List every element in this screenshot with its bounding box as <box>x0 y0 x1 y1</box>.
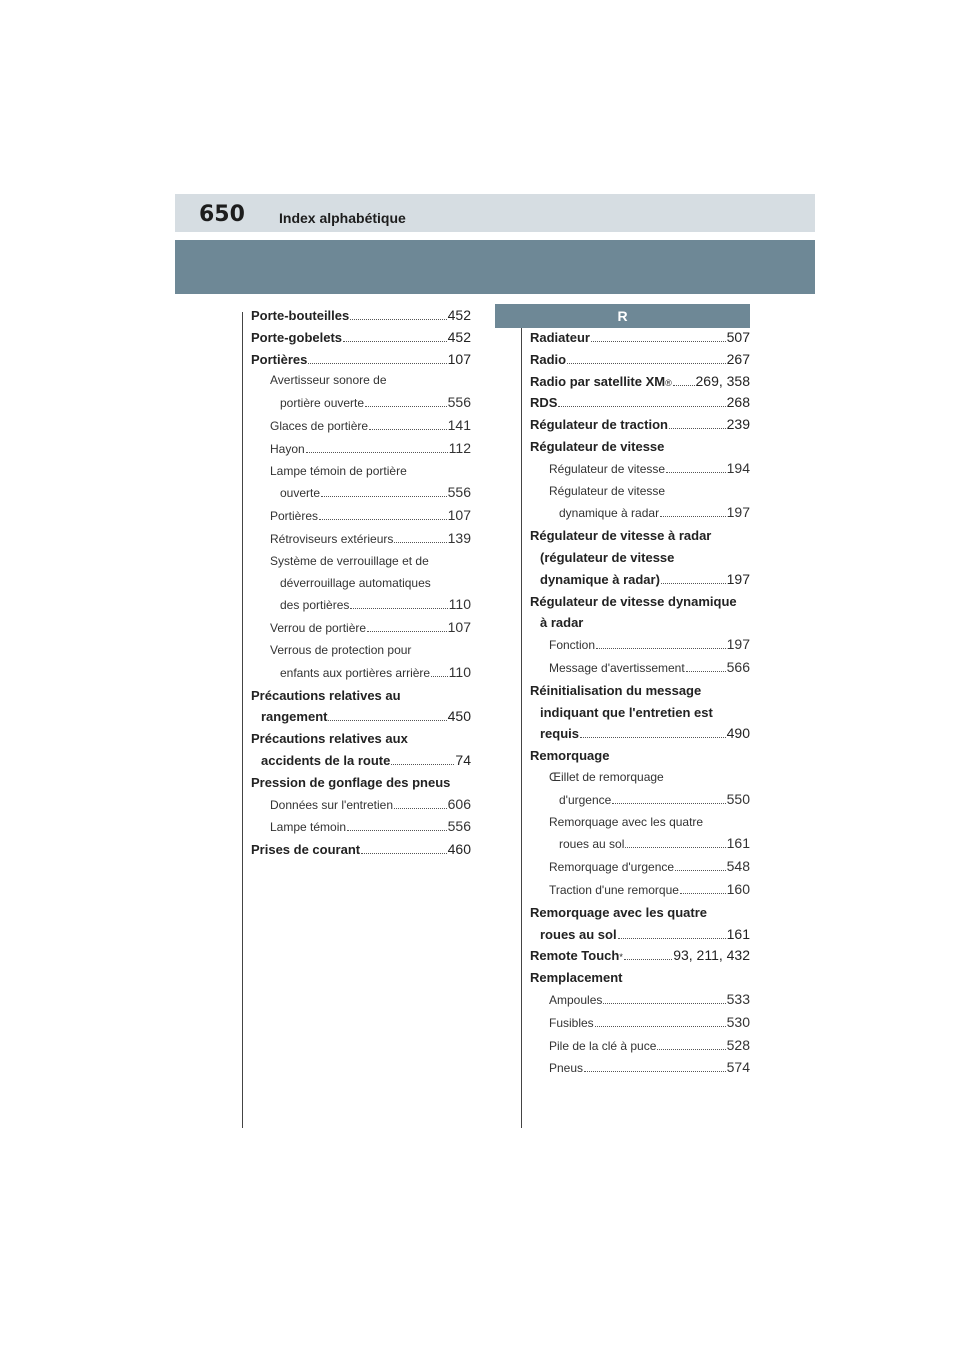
index-entry <box>251 370 471 392</box>
index-entry-label: Remorquage avec les quatre <box>549 814 704 829</box>
index-entry <box>251 706 471 728</box>
index-entry <box>251 594 471 617</box>
index-entry-label: Lampe témoin de portière <box>270 463 407 478</box>
index-entry-label: Prises de courant <box>251 842 361 858</box>
index-entry-page: 556 <box>447 818 471 835</box>
index-entry <box>530 767 750 789</box>
index-entry <box>530 1012 750 1035</box>
index-entry <box>530 680 750 702</box>
index-entry-page: 197 <box>726 570 750 587</box>
dot-leader <box>661 583 726 584</box>
index-entry-label: des portières <box>280 598 350 613</box>
index-entry-page: 460 <box>447 841 471 858</box>
index-entry-page: 161 <box>726 925 750 942</box>
index-entry-label: d'urgence <box>559 792 612 807</box>
index-entry-label: Portières <box>251 351 308 367</box>
index-entry <box>530 591 750 613</box>
index-entry-label: Verrou de portière <box>270 621 367 636</box>
index-entry <box>530 879 750 902</box>
index-entry <box>530 989 750 1012</box>
index-entry: Radio par satellite XM ® 269, 358 <box>530 371 750 393</box>
dot-leader <box>367 631 447 632</box>
dot-leader <box>319 519 447 520</box>
index-entry-label: Remorquage avec les quatre <box>530 904 708 920</box>
section-letter: R <box>495 304 750 328</box>
index-entry <box>251 750 471 772</box>
index-entry-page: 110 <box>448 663 471 680</box>
dot-leader <box>680 893 726 894</box>
index-entry-label: Régulateur de vitesse <box>549 483 666 498</box>
index-entry-label: Œillet de remorquage <box>549 769 664 784</box>
index-entry-label: dynamique à radar <box>559 506 660 521</box>
index-entry-label: Glaces de portière <box>270 418 369 433</box>
index-entry-label: à radar <box>540 615 584 631</box>
index-entry <box>530 902 750 924</box>
left-column-rule <box>242 312 243 1128</box>
index-entry <box>251 327 471 349</box>
index-entry <box>530 833 750 856</box>
index-entry <box>251 685 471 707</box>
index-entry <box>530 1035 750 1058</box>
index-entry-label: Rétroviseurs extérieurs <box>270 531 394 546</box>
index-entry-label: Remorquage d'urgence <box>549 860 675 875</box>
index-entry-page: 197 <box>726 504 750 521</box>
index-entry <box>251 482 471 505</box>
index-entry <box>530 392 750 414</box>
dot-leader <box>347 830 447 831</box>
dot-leader <box>394 542 446 543</box>
index-entry <box>530 1057 750 1080</box>
index-entry <box>251 839 471 861</box>
index-entry-page: 556 <box>447 394 471 411</box>
index-entry <box>251 816 471 839</box>
index-entry-page: 239 <box>726 416 750 433</box>
index-entry-label: Régulateur de vitesse <box>530 438 665 454</box>
dot-leader <box>394 808 447 809</box>
index-entry <box>251 392 471 415</box>
index-entry-label: Remote Touch <box>530 948 620 964</box>
index-entry-page: 110 <box>448 596 471 613</box>
index-entry <box>530 745 750 767</box>
index-entry <box>251 794 471 817</box>
index-entry <box>530 789 750 812</box>
index-entry-page: 606 <box>447 795 471 812</box>
index-entry-page: 490 <box>726 725 750 742</box>
index-entry-page: 533 <box>726 990 750 1007</box>
index-entry-label: Lampe témoin <box>270 820 347 835</box>
index-entry-page: 450 <box>447 708 471 725</box>
index-entry-label: dynamique à radar) <box>540 571 660 587</box>
index-entry-label: déverrouillage automatiques <box>280 575 431 590</box>
index-entry-page: 267 <box>726 350 750 367</box>
dot-leader <box>350 319 446 320</box>
page-number: 650 <box>199 202 245 227</box>
dot-leader <box>580 737 726 738</box>
index-entry-page: 107 <box>447 350 471 367</box>
index-entry <box>530 547 750 569</box>
index-entry-label: Ampoules <box>549 992 603 1007</box>
index-entry-label: roues au sol <box>559 837 625 852</box>
index-entry <box>530 812 750 834</box>
index-entry-page: 269, 358 <box>695 372 750 389</box>
index-entry <box>530 657 750 680</box>
index-entry-label: Données sur l'entretien <box>270 797 394 812</box>
index-entry-label: Porte-gobelets <box>251 329 343 345</box>
index-entry <box>251 551 471 573</box>
dot-leader <box>306 452 448 453</box>
index-entry-label: Remplacement <box>530 970 623 986</box>
index-entry-label: Verrous de protection pour <box>270 642 412 657</box>
dot-leader <box>591 341 726 342</box>
page-title: Index alphabétique <box>279 210 406 226</box>
index-entry <box>530 702 750 724</box>
index-entry-page: 566 <box>726 658 750 675</box>
index-entry: Remote Touch * 93, 211, 432 <box>530 945 750 967</box>
index-entry <box>251 772 471 794</box>
index-entry-page: 107 <box>447 507 471 524</box>
index-entry-page: 160 <box>726 880 750 897</box>
index-entry-page: 556 <box>447 484 471 501</box>
index-entry <box>251 349 471 371</box>
index-entry <box>251 415 471 438</box>
index-entry-label: Régulateur de vitesse à radar <box>530 528 712 544</box>
index-entry-page: 452 <box>447 307 471 323</box>
index-entry-label: indiquant que l'entretien est <box>540 704 713 720</box>
index-entry <box>251 461 471 483</box>
index-entry <box>251 505 471 528</box>
index-entry-label: rangement <box>261 709 328 725</box>
header-bar <box>175 194 815 232</box>
dot-leader <box>657 1049 725 1050</box>
index-entry-label: Régulateur de vitesse <box>549 461 666 476</box>
index-entry <box>251 728 471 750</box>
dot-leader <box>612 803 725 804</box>
index-entry-label: RDS <box>530 395 558 411</box>
index-entry-page: 112 <box>448 439 471 456</box>
index-entry <box>530 924 750 946</box>
index-entry-page: 161 <box>726 835 750 852</box>
index-entry-label: accidents de la route <box>261 752 391 768</box>
index-entry-label: portière ouverte <box>280 396 365 411</box>
index-entry-page: 528 <box>726 1036 750 1053</box>
index-entry-label: Système de verrouillage et de <box>270 553 429 568</box>
index-entry <box>530 436 750 458</box>
index-entry-page: 141 <box>447 416 471 433</box>
index-column-left <box>251 305 471 861</box>
dot-leader <box>675 870 726 871</box>
index-entry-label: Pile de la clé à puce <box>549 1038 657 1053</box>
index-entry <box>530 481 750 503</box>
dot-leader <box>596 648 726 649</box>
index-column-right <box>530 327 750 1080</box>
dot-leader <box>603 1003 725 1004</box>
index-entry-label: Précautions relatives aux <box>251 731 408 747</box>
index-entry <box>530 723 750 745</box>
index-entry-page: 530 <box>726 1013 750 1030</box>
index-entry <box>530 569 750 591</box>
index-entry-label: Réinitialisation du message <box>530 682 702 698</box>
index-entry-page: 194 <box>726 459 750 476</box>
dot-leader <box>558 406 725 407</box>
index-entry <box>530 634 750 657</box>
index-entry-label: Traction d'une remorque <box>549 882 679 897</box>
right-column-rule <box>521 312 522 1128</box>
index-entry-page: 268 <box>726 394 750 411</box>
index-entry <box>251 662 471 685</box>
dot-leader <box>328 720 446 721</box>
dot-leader <box>625 847 725 848</box>
dot-leader <box>567 363 726 364</box>
index-entry <box>251 640 471 662</box>
index-entry <box>530 612 750 634</box>
dot-leader <box>595 1026 726 1027</box>
dot-leader <box>321 496 447 497</box>
index-entry-label: Portières <box>270 509 319 524</box>
index-entry <box>530 327 750 349</box>
index-entry-label: Hayon <box>270 441 305 456</box>
dot-leader <box>350 608 447 609</box>
index-entry <box>251 573 471 595</box>
index-entry-label: Pression de gonflage des pneus <box>251 774 451 790</box>
dot-leader <box>673 385 695 386</box>
index-entry-label: Porte-bouteilles <box>251 308 350 323</box>
dot-leader <box>686 671 726 672</box>
index-entry-label: Remorquage <box>530 748 610 764</box>
index-entry <box>251 617 471 640</box>
index-entry-label: requis <box>540 726 580 742</box>
dot-leader <box>624 959 672 960</box>
index-entry <box>530 967 750 989</box>
dot-leader <box>308 363 446 364</box>
index-entry <box>530 458 750 481</box>
index-entry-label: Radiateur <box>530 330 590 345</box>
dot-leader <box>361 853 447 854</box>
index-entry-label: Fusibles <box>549 1015 594 1030</box>
index-entry-page: 139 <box>447 529 471 546</box>
index-entry-label: Régulateur de traction <box>530 417 668 433</box>
index-entry <box>251 305 471 327</box>
index-entry-page: 507 <box>726 329 750 345</box>
dot-leader <box>391 764 454 765</box>
index-entry <box>251 528 471 551</box>
index-entry <box>530 525 750 547</box>
index-entry-page: 197 <box>726 636 750 653</box>
dot-leader <box>584 1071 726 1072</box>
index-entry-label: enfants aux portières arrière <box>280 665 431 680</box>
dot-leader <box>669 428 726 429</box>
index-entry-page: 550 <box>726 790 750 807</box>
dot-leader <box>660 516 726 517</box>
dot-leader <box>365 406 447 407</box>
dot-leader <box>343 341 447 342</box>
index-entry-label: (régulateur de vitesse <box>540 549 675 565</box>
index-entry-label: Radio <box>530 351 567 367</box>
index-entry <box>530 502 750 525</box>
dot-leader <box>431 676 448 677</box>
dot-leader <box>369 429 447 430</box>
index-entry-label: ouverte <box>280 486 321 501</box>
index-entry <box>530 856 750 879</box>
index-entry-label: Précautions relatives au <box>251 687 401 703</box>
index-entry-page: 548 <box>726 858 750 875</box>
dot-leader <box>666 472 726 473</box>
index-entry-label: Avertisseur sonore de <box>270 373 387 388</box>
index-entry-page: 107 <box>447 619 471 636</box>
index-entry-label: Régulateur de vitesse dynamique <box>530 593 737 609</box>
index-entry-label: roues au sol <box>540 926 617 942</box>
index-entry-label: Radio par satellite XM <box>530 373 666 389</box>
header-band <box>175 240 815 294</box>
index-entry-page: 74 <box>455 751 471 768</box>
index-entry-label: Pneus <box>549 1061 584 1076</box>
index-entry-page: 574 <box>726 1059 750 1076</box>
index-entry-label: Fonction <box>549 638 596 653</box>
index-entry <box>530 349 750 371</box>
index-entry <box>251 438 471 461</box>
index-entry-page: 93, 211, 432 <box>673 947 750 964</box>
dot-leader <box>618 938 726 939</box>
index-entry-label: Message d'avertissement <box>549 660 685 675</box>
index-entry-page: 452 <box>447 328 471 345</box>
index-entry <box>530 414 750 436</box>
